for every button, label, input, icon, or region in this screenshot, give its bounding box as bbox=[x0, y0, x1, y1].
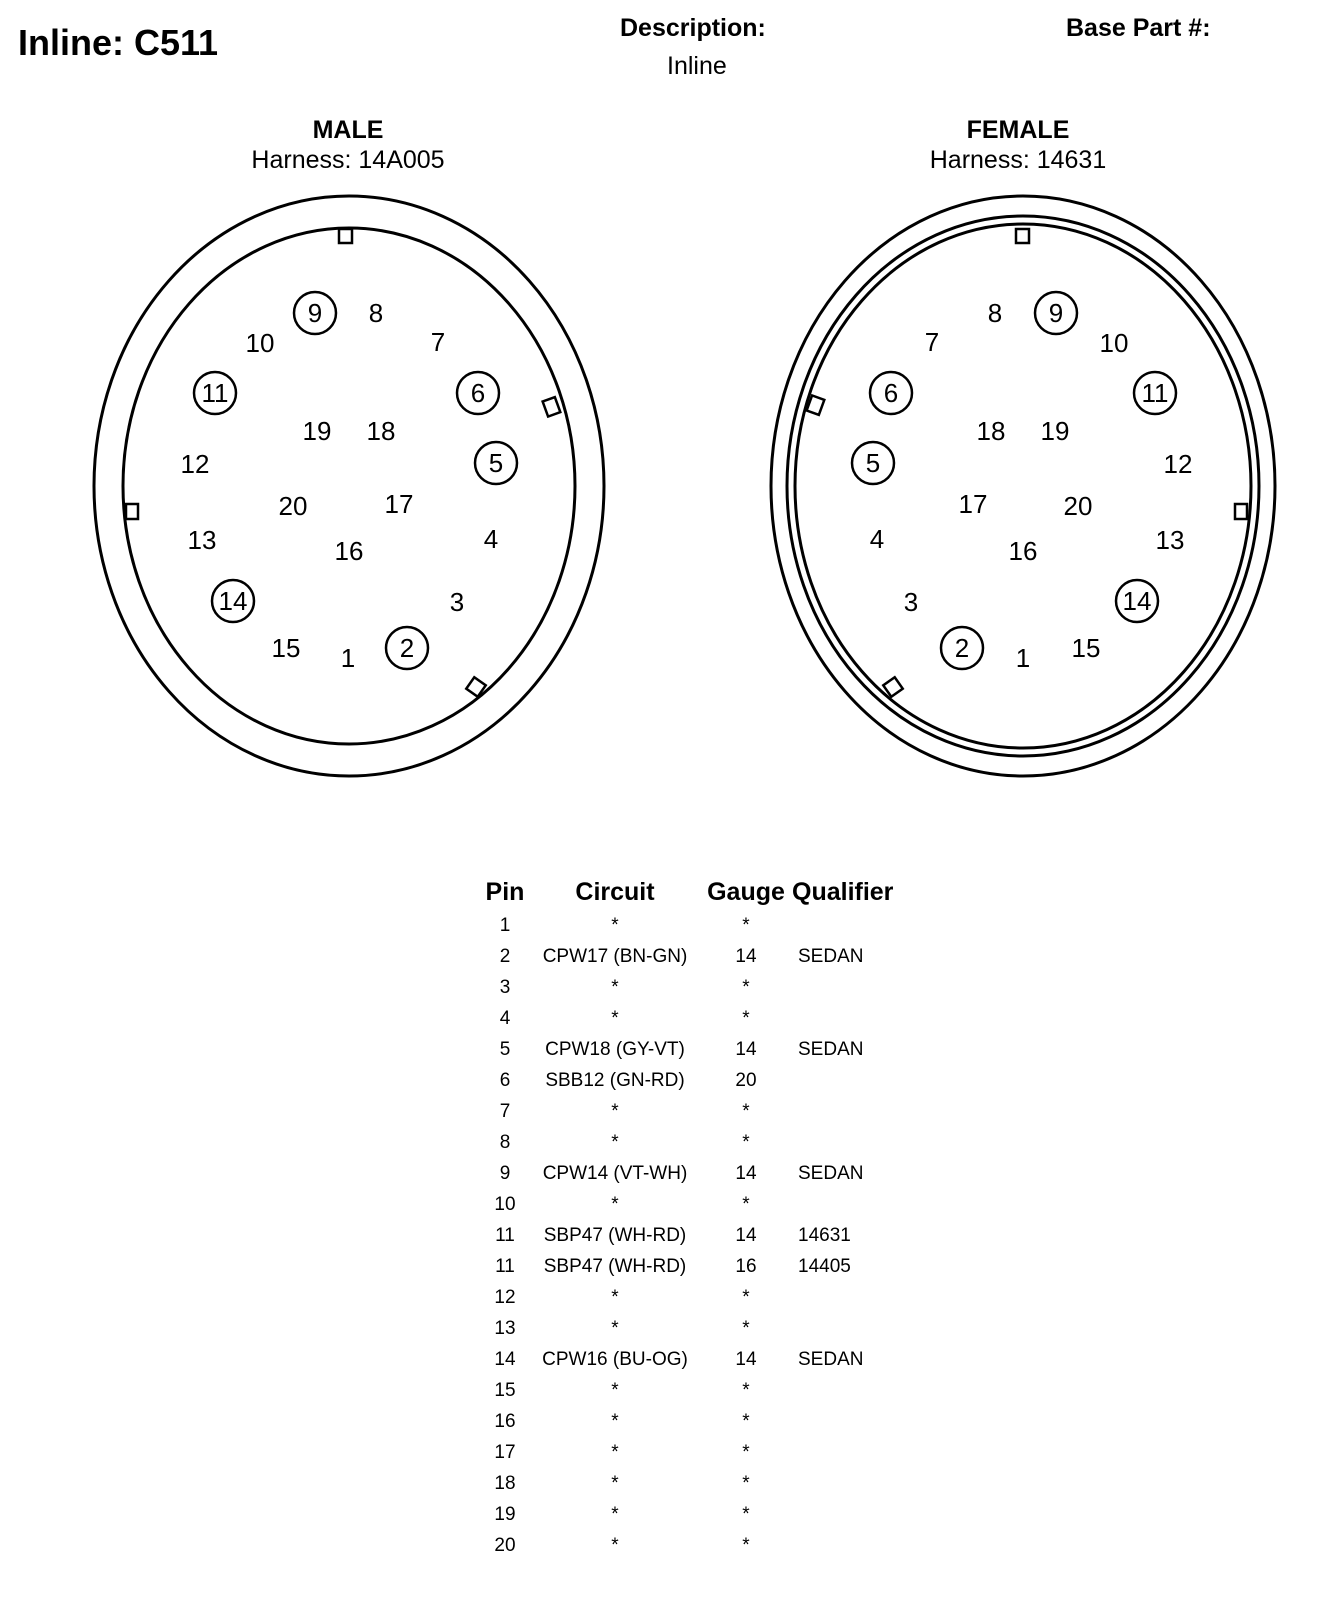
male-pin-label: 17 bbox=[384, 489, 414, 519]
female-pin-label: 18 bbox=[976, 416, 1006, 446]
table-row bbox=[480, 1375, 928, 1406]
gauge-cell: * bbox=[742, 1380, 750, 1401]
female-pin-label: 20 bbox=[1063, 491, 1093, 521]
gauge-cell: * bbox=[742, 1101, 750, 1122]
male-pin-label: 18 bbox=[366, 416, 396, 446]
male-pin-label: 10 bbox=[245, 328, 275, 358]
table-row bbox=[480, 1499, 928, 1530]
male-key-notch-left bbox=[126, 504, 138, 519]
circuit-cell: SBP47 (WH-RD) bbox=[543, 1225, 687, 1246]
female-key-notch-top bbox=[1016, 229, 1029, 243]
female-connector-face bbox=[771, 196, 1275, 776]
circuit-cell: * bbox=[611, 1194, 619, 1215]
qualifier-cell bbox=[792, 1127, 928, 1158]
male-key-notch-right bbox=[543, 397, 561, 416]
description-value: Inline bbox=[667, 52, 727, 80]
circuit-cell: * bbox=[611, 1287, 619, 1308]
gauge-cell: * bbox=[742, 1411, 750, 1432]
circuit-cell: * bbox=[611, 1442, 619, 1463]
male-connector-title: MALE bbox=[312, 116, 384, 144]
gauge-cell: 16 bbox=[735, 1256, 757, 1277]
circuit-cell: * bbox=[611, 1008, 619, 1029]
pin-cell: 9 bbox=[499, 1163, 511, 1184]
female-outer-shell bbox=[771, 196, 1275, 776]
male-pin-label: 14 bbox=[218, 586, 248, 616]
table-row bbox=[480, 972, 928, 1003]
female-pin-label: 3 bbox=[903, 587, 919, 617]
table-row bbox=[480, 1282, 928, 1313]
female-pin-label: 1 bbox=[1015, 643, 1031, 673]
female-key-notch-right bbox=[1235, 504, 1247, 519]
gauge-cell: * bbox=[742, 1535, 750, 1556]
qualifier-cell bbox=[792, 1406, 928, 1437]
pin-cell: 12 bbox=[494, 1287, 516, 1308]
male-pin-label: 9 bbox=[307, 298, 323, 328]
table-row bbox=[480, 1189, 928, 1220]
female-pin-label: 2 bbox=[954, 633, 970, 663]
pin-cell: 20 bbox=[494, 1535, 516, 1556]
page-title: Inline: C511 bbox=[18, 22, 219, 63]
male-pin-label: 5 bbox=[488, 448, 504, 478]
female-pin-labels bbox=[852, 292, 1192, 673]
qualifier-cell: SEDAN bbox=[798, 1349, 864, 1370]
male-pin-label: 8 bbox=[368, 298, 384, 328]
gauge-cell: * bbox=[742, 1473, 750, 1494]
pin-cell: 11 bbox=[495, 1256, 515, 1277]
gauge-cell: * bbox=[742, 915, 750, 936]
column-header-pin: Pin bbox=[485, 878, 525, 906]
male-pin-label: 2 bbox=[399, 633, 415, 663]
gauge-cell: * bbox=[742, 1194, 750, 1215]
qualifier-cell: 14631 bbox=[798, 1225, 851, 1246]
male-pin-label: 13 bbox=[187, 525, 217, 555]
circuit-cell: * bbox=[611, 1473, 619, 1494]
female-pin-label: 11 bbox=[1141, 378, 1169, 408]
pin-cell: 6 bbox=[499, 1070, 511, 1091]
pin-assignment-table bbox=[480, 880, 928, 1561]
male-pin-label: 19 bbox=[302, 416, 332, 446]
male-pin-label: 20 bbox=[278, 491, 308, 521]
pin-cell: 10 bbox=[494, 1194, 516, 1215]
female-pin-label: 5 bbox=[865, 448, 881, 478]
gauge-cell: * bbox=[742, 1504, 750, 1525]
qualifier-cell bbox=[792, 1468, 928, 1499]
male-pin-label: 16 bbox=[334, 536, 364, 566]
qualifier-cell: 14405 bbox=[798, 1256, 851, 1277]
female-pin-label: 6 bbox=[883, 378, 899, 408]
base-part-label: Base Part #: bbox=[1066, 14, 1211, 42]
table-row bbox=[480, 1096, 928, 1127]
qualifier-cell bbox=[792, 1282, 928, 1313]
gauge-cell: * bbox=[742, 1318, 750, 1339]
male-outer-shell bbox=[94, 196, 604, 776]
table-row bbox=[480, 910, 928, 941]
pin-cell: 7 bbox=[499, 1101, 511, 1122]
circuit-cell: CPW14 (VT-WH) bbox=[542, 1163, 688, 1184]
table-row bbox=[480, 1313, 928, 1344]
female-harness-label: Harness: 14631 bbox=[929, 146, 1107, 174]
table-row bbox=[480, 1220, 928, 1251]
gauge-cell: 14 bbox=[735, 1225, 757, 1246]
gauge-cell: * bbox=[742, 977, 750, 998]
circuit-cell: * bbox=[611, 1380, 619, 1401]
qualifier-cell bbox=[792, 1065, 928, 1096]
female-pin-label: 15 bbox=[1071, 633, 1101, 663]
qualifier-cell bbox=[792, 1096, 928, 1127]
gauge-cell: 14 bbox=[735, 1039, 757, 1060]
female-pin-label: 16 bbox=[1008, 536, 1038, 566]
circuit-cell: * bbox=[611, 1411, 619, 1432]
female-pin-label: 14 bbox=[1122, 586, 1152, 616]
gauge-cell: * bbox=[742, 1442, 750, 1463]
female-pin-label: 19 bbox=[1040, 416, 1070, 446]
male-connector-face bbox=[94, 196, 604, 776]
pin-cell: 3 bbox=[499, 977, 511, 998]
pin-cell: 17 bbox=[494, 1442, 516, 1463]
male-harness-label: Harness: 14A005 bbox=[251, 146, 445, 174]
female-pin-label: 7 bbox=[924, 327, 940, 357]
table-row bbox=[480, 1530, 928, 1561]
pin-cell: 1 bbox=[499, 915, 511, 936]
circuit-cell: * bbox=[611, 1132, 619, 1153]
circuit-cell: * bbox=[611, 1535, 619, 1556]
female-pin-label: 8 bbox=[987, 298, 1003, 328]
female-middle-shell bbox=[787, 216, 1259, 756]
gauge-cell: 14 bbox=[735, 946, 757, 967]
table-row bbox=[480, 1468, 928, 1499]
gauge-cell: 14 bbox=[735, 1163, 757, 1184]
qualifier-cell: SEDAN bbox=[798, 1039, 864, 1060]
qualifier-cell bbox=[792, 1189, 928, 1220]
circuit-cell: * bbox=[611, 915, 619, 936]
circuit-cell: * bbox=[611, 977, 619, 998]
gauge-cell: * bbox=[742, 1008, 750, 1029]
qualifier-cell bbox=[792, 910, 928, 941]
pin-cell: 5 bbox=[499, 1039, 511, 1060]
qualifier-cell bbox=[792, 1375, 928, 1406]
qualifier-cell bbox=[792, 1003, 928, 1034]
male-pin-label: 1 bbox=[340, 643, 356, 673]
qualifier-cell: SEDAN bbox=[798, 946, 864, 967]
pin-cell: 16 bbox=[494, 1411, 516, 1432]
pin-cell: 15 bbox=[494, 1380, 516, 1401]
circuit-cell: SBB12 (GN-RD) bbox=[545, 1070, 685, 1091]
pin-cell: 14 bbox=[494, 1349, 516, 1370]
column-header-qualifier: Qualifier bbox=[792, 878, 894, 906]
female-pin-label: 13 bbox=[1155, 525, 1185, 555]
table-row bbox=[480, 941, 928, 972]
column-header-gauge: Gauge bbox=[707, 878, 785, 906]
circuit-cell: CPW18 (GY-VT) bbox=[545, 1039, 685, 1060]
male-pin-label: 3 bbox=[449, 587, 465, 617]
pin-table-body bbox=[480, 910, 928, 1561]
table-row bbox=[480, 1344, 928, 1375]
male-pin-label: 15 bbox=[271, 633, 301, 663]
pin-cell: 2 bbox=[499, 946, 511, 967]
column-header-circuit: Circuit bbox=[575, 878, 655, 906]
qualifier-cell bbox=[792, 1437, 928, 1468]
table-row bbox=[480, 1065, 928, 1096]
female-pin-label: 9 bbox=[1048, 298, 1064, 328]
description-label: Description: bbox=[620, 14, 766, 42]
table-row bbox=[480, 1406, 928, 1437]
qualifier-cell: SEDAN bbox=[798, 1163, 864, 1184]
qualifier-cell bbox=[792, 972, 928, 1003]
female-pin-label: 4 bbox=[869, 524, 885, 554]
table-row bbox=[480, 1034, 928, 1065]
pin-cell: 11 bbox=[495, 1225, 515, 1246]
male-pin-label: 12 bbox=[180, 449, 210, 479]
female-pin-label: 12 bbox=[1163, 449, 1193, 479]
table-row bbox=[480, 1251, 928, 1282]
qualifier-cell bbox=[792, 1530, 928, 1561]
pin-cell: 8 bbox=[499, 1132, 511, 1153]
female-connector-title: FEMALE bbox=[966, 116, 1070, 144]
table-row bbox=[480, 1158, 928, 1189]
circuit-cell: * bbox=[611, 1504, 619, 1525]
male-pin-label: 7 bbox=[430, 327, 446, 357]
circuit-cell: * bbox=[611, 1101, 619, 1122]
qualifier-cell bbox=[792, 1499, 928, 1530]
qualifier-cell bbox=[792, 1313, 928, 1344]
table-row bbox=[480, 1437, 928, 1468]
pin-cell: 4 bbox=[499, 1008, 511, 1029]
table-row bbox=[480, 1127, 928, 1158]
gauge-cell: 14 bbox=[735, 1349, 757, 1370]
male-pin-label: 4 bbox=[483, 524, 499, 554]
male-pin-labels bbox=[181, 292, 517, 673]
gauge-cell: * bbox=[742, 1287, 750, 1308]
circuit-cell: CPW17 (BN-GN) bbox=[542, 946, 688, 967]
circuit-cell: CPW16 (BU-OG) bbox=[542, 1349, 688, 1370]
pin-cell: 19 bbox=[494, 1504, 516, 1525]
pin-cell: 13 bbox=[494, 1318, 516, 1339]
female-pin-label: 10 bbox=[1099, 328, 1129, 358]
male-key-notch-top bbox=[339, 229, 352, 243]
gauge-cell: 20 bbox=[735, 1070, 757, 1091]
female-pin-label: 17 bbox=[958, 489, 988, 519]
male-pin-label: 11 bbox=[201, 378, 229, 408]
table-row bbox=[480, 1003, 928, 1034]
pin-cell: 18 bbox=[494, 1473, 516, 1494]
circuit-cell: SBP47 (WH-RD) bbox=[543, 1256, 687, 1277]
male-pin-label: 6 bbox=[470, 378, 486, 408]
circuit-cell: * bbox=[611, 1318, 619, 1339]
table-header-row bbox=[480, 880, 928, 910]
gauge-cell: * bbox=[742, 1132, 750, 1153]
